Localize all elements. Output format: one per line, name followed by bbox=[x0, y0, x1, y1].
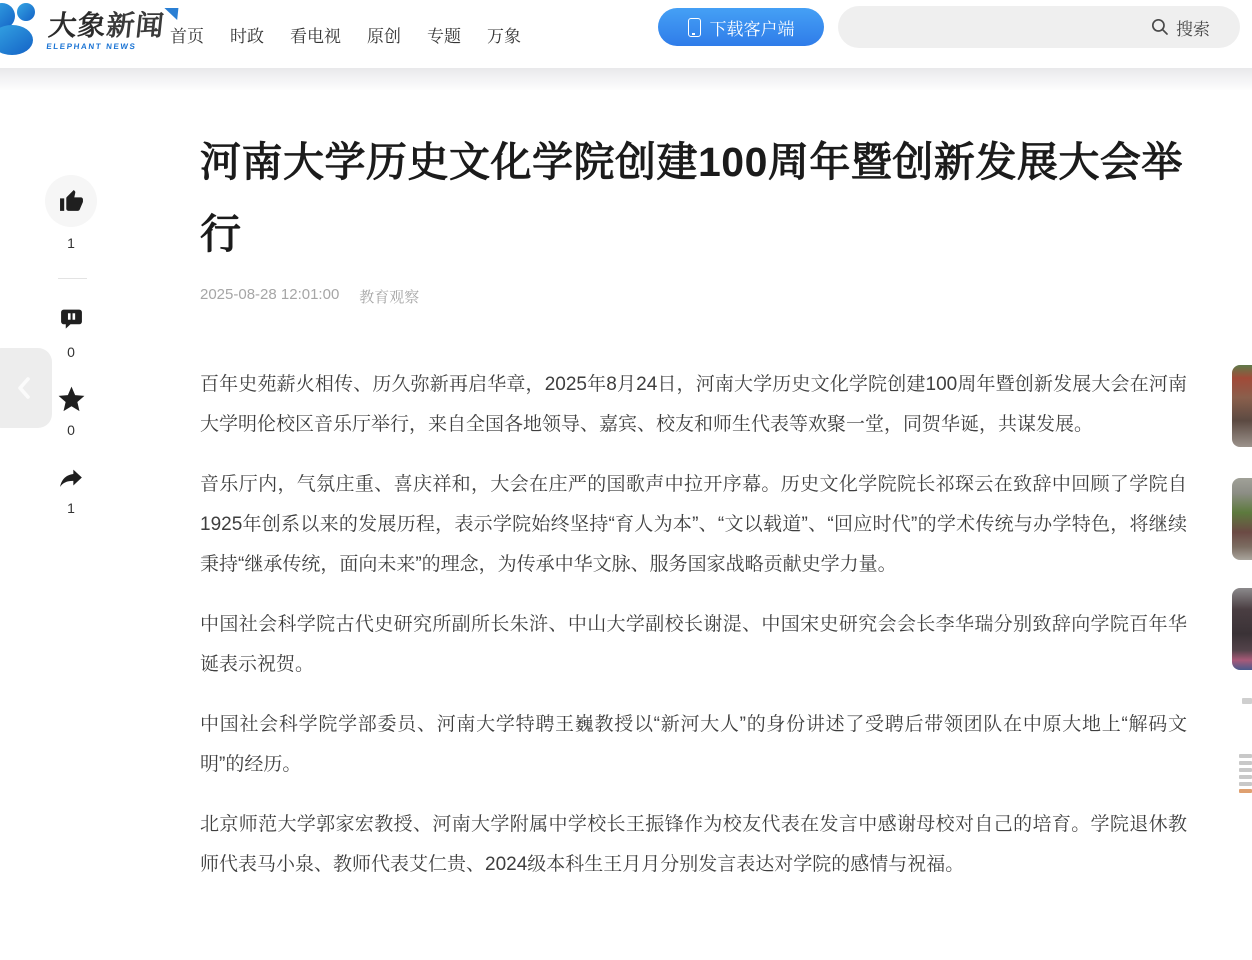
favorite-count: 0 bbox=[67, 422, 75, 438]
star-icon bbox=[56, 384, 87, 415]
download-client-label: 下载客户端 bbox=[709, 19, 795, 39]
nav-item-special[interactable]: 专题 bbox=[427, 26, 461, 46]
related-thumbnail[interactable] bbox=[1232, 365, 1252, 447]
paragraph: 北京师范大学郭家宏教授、河南大学附属中学校长王振锋作为校友代表在发言中感谢母校对自己的培育。学院退休教师代表马小泉、教师代表艾仁贵、2024级本科生王月月分别发言表达对学院的感情与祝福。 bbox=[200, 814, 1187, 875]
comment-icon bbox=[59, 306, 84, 332]
related-text-fragment bbox=[1242, 698, 1252, 704]
related-thumbnail[interactable] bbox=[1232, 478, 1252, 560]
download-client-button[interactable] bbox=[658, 8, 824, 46]
nav-item-misc[interactable]: 万象 bbox=[487, 26, 521, 46]
thumb-up-icon bbox=[59, 189, 84, 214]
main-nav bbox=[170, 0, 521, 68]
like-button[interactable] bbox=[45, 175, 97, 227]
chevron-left-icon bbox=[14, 374, 36, 402]
nav-item-politics[interactable]: 时政 bbox=[230, 26, 264, 46]
nav-item-original[interactable]: 原创 bbox=[367, 26, 401, 46]
search-input[interactable] bbox=[838, 6, 1240, 48]
share-button[interactable] bbox=[45, 464, 97, 492]
paragraph: 音乐厅内，气氛庄重、喜庆祥和，大会在庄严的国歌声中拉开序幕。历史文化学院院长祁琛云在致辞中回顾了学院自1925年创系以来的发展历程，表示学院始终坚持“育人为本”、“文以载道”、“回应时代”的学术传统与办学特色，将继续秉持“继承传统，面向未来”的理念，为传承中华文脉、服务国家战略贡献史学力量。 bbox=[200, 474, 1187, 575]
favorite-button[interactable] bbox=[45, 384, 97, 415]
smartphone-icon bbox=[688, 18, 701, 37]
paragraph: 中国社会科学院学部委员、河南大学特聘王巍教授以“新河大人”的身份讲述了受聘后带领团队在中原大地上“解码文明”的经历。 bbox=[200, 714, 1187, 775]
header-divider-band bbox=[0, 68, 1252, 90]
related-text-lines bbox=[1239, 754, 1252, 793]
share-count: 1 bbox=[67, 500, 75, 516]
comment-button[interactable] bbox=[45, 306, 97, 332]
nav-item-home[interactable]: 首页 bbox=[170, 26, 204, 46]
brand-en-label: ELEPHANT NEWS bbox=[45, 42, 137, 51]
article-body bbox=[200, 365, 1187, 885]
article-meta bbox=[200, 286, 1187, 307]
brand-cn-secondary: 新闻 bbox=[105, 10, 166, 41]
article-title: 河南大学历史文化学院创建100周年暨创新发展大会举行 bbox=[200, 139, 1183, 257]
search-label: 搜索 bbox=[1176, 19, 1210, 39]
site-header bbox=[0, 0, 1252, 68]
like-count: 1 bbox=[67, 235, 75, 251]
source-label: 教育观察 bbox=[359, 289, 420, 306]
brand-cn-primary: 大象 bbox=[46, 10, 109, 41]
brand-text bbox=[46, 11, 166, 51]
paragraph: 百年史苑薪火相传、历久弥新再启华章，2025年8月24日，河南大学历史文化学院创建100周年暨创新发展大会在河南大学明伦校区音乐厅举行，来自全国各地领导、嘉宾、校友和师生代表等欢聚一堂，同贺华诞，共谋发展。 bbox=[200, 374, 1187, 435]
article bbox=[200, 126, 1187, 905]
elephant-logo-icon bbox=[0, 3, 40, 60]
nav-item-tv[interactable]: 看电视 bbox=[290, 26, 341, 46]
rail-divider bbox=[58, 278, 87, 279]
publish-time: 2025-08-28 12:01:00 bbox=[200, 286, 340, 303]
share-icon bbox=[57, 464, 85, 492]
comment-count: 0 bbox=[67, 344, 75, 360]
site-logo[interactable] bbox=[0, 3, 167, 59]
search-icon bbox=[1150, 17, 1170, 37]
related-thumbnail[interactable] bbox=[1232, 588, 1252, 670]
paragraph: 中国社会科学院古代史研究所副所长朱浒、中山大学副校长谢湜、中国宋史研究会会长李华瑞分别致辞向学院百年华诞表示祝贺。 bbox=[200, 614, 1187, 675]
